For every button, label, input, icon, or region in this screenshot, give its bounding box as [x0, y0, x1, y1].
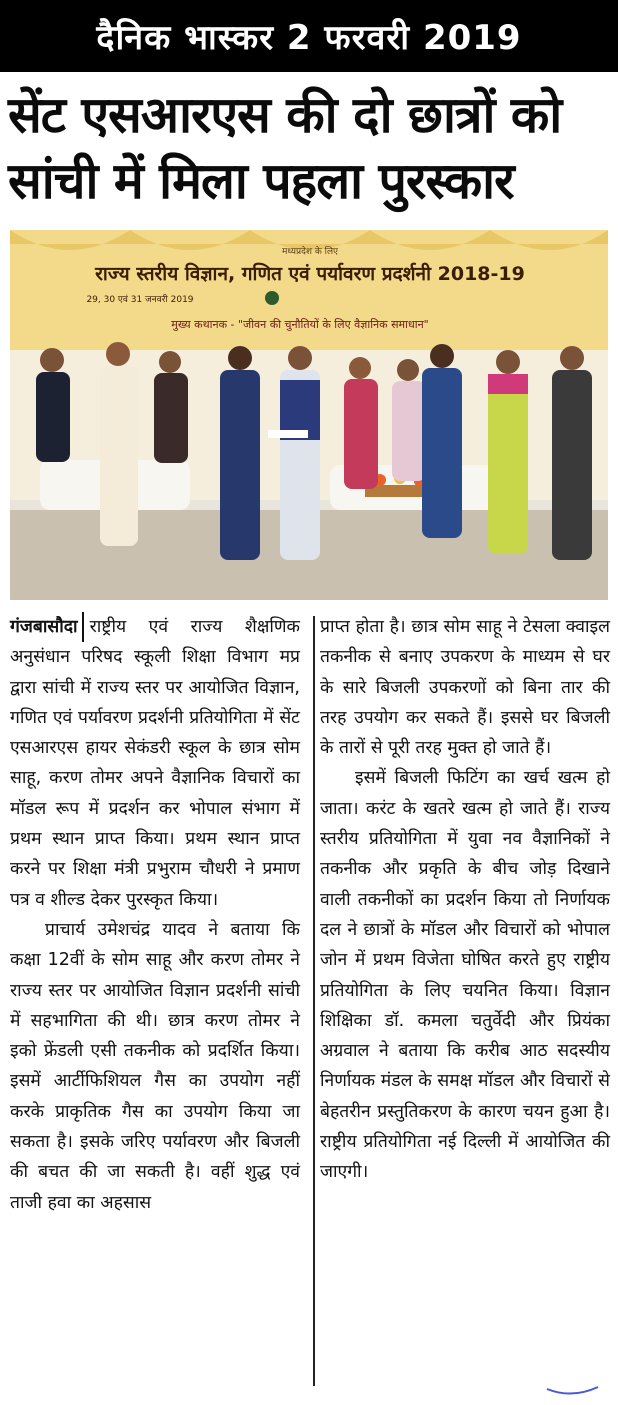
- dateline: गंजबासौदा: [10, 612, 84, 642]
- person-4: [220, 346, 260, 560]
- emblem-icon: [265, 291, 279, 305]
- headline: [8, 82, 612, 214]
- article-paragraph: इसमें बिजली फिटिंग का खर्च खत्म हो जाता। करंट के खतरे खत्म हो जाते हैं। राज्य स्तरीय प्रतियोगिता में युवा नव वैज्ञानिकों ने तकनीक और प्रकृति के बीच जोड़ दिखाने वाली तकनीकों का प्रदर्शन किया तो निर्णायक दल ने छात्रों के मॉडल और विचारों को भोपाल जोन में प्रथम विजेता घोषित करते हुए राष्ट्रीय प्रतियोगिता के लिए चयनित किया। विज्ञान शिक्षिका डॉ. कमला चतुर्वेदी और प्रियंका अग्रवाल ने बताया कि करीब आठ सदस्यीय निर्णायक मंडल के समक्ष मॉडल और विचारों से बेहतरीन प्रस्तुतिकरण के कारण चयन हुआ है। राष्ट्रीय प्रतियोगिता नई दिल्ली में आयोजित की जाएगी।: [320, 768, 610, 1183]
- article-column-left: [10, 612, 300, 1218]
- paragraph-text: राष्ट्रीय एवं राज्य शैक्षणिक अनुसंधान परिषद स्कूली शिक्षा विभाग मप्र द्वारा सांची में राज्य स्तर पर आयोजित विज्ञान, गणित एवं पर्यावरण प्रदर्शनी प्रतियोगिता में सेंट एसआरएस हायर सेकंडरी स्कूल के छात्र सोम साहू, करण तोमर अपने वैज्ञानिक विचारों का मॉडल रूप में प्रदर्शन कर भोपाल संभाग में प्रथम स्थान प्राप्त किया। प्रथम स्थान प्राप्त करने पर शिक्षा मंत्री प्रभुराम चौधरी ने प्रमाण पत्र व शील्ड देकर पुरस्कृत किया।: [10, 617, 300, 910]
- headline-line-2: सांची में मिला पहला पुरस्कार: [8, 152, 514, 210]
- person-5: [280, 346, 320, 560]
- certificate: [268, 430, 308, 438]
- masthead-text: दैनिक भास्कर 2 फरवरी 2019: [96, 18, 522, 58]
- award-ceremony-photo: [10, 230, 608, 600]
- person-9: [488, 350, 528, 554]
- corner-mark-icon: [545, 1385, 600, 1397]
- article-body: [10, 612, 608, 1402]
- article-paragraph: [10, 612, 300, 915]
- person-10: [552, 346, 592, 560]
- banner-title: राज्य स्तरीय विज्ञान, गणित एवं पर्यावरण प्रदर्शनी 2018-19: [95, 263, 525, 285]
- banner-theme: मुख्य कथानक - "जीवन की चुनौतियों के लिए वैज्ञानिक समाधान": [171, 318, 429, 331]
- masthead: [0, 0, 618, 72]
- banner-small-text: मध्यप्रदेश के लिए: [281, 247, 339, 257]
- banner-dates: 29, 30 एवं 31 जनवरी 2019: [86, 295, 194, 305]
- news-photo: [10, 230, 608, 600]
- headline-line-1: सेंट एसआरएस की दो छात्रों को: [8, 86, 562, 144]
- article-paragraph: प्राचार्य उमेशचंद्र यादव ने बताया कि कक्षा 12वीं के सोम साहू और करण तोमर ने राज्य स्तर पर आयोजित विज्ञान प्रदर्शनी सांची में सहभागिता की थी। छात्र करण तोमर ने इको फ्रेंडली एसी तकनीक को प्रदर्शित किया। इसमें आर्टीफिशियल गैस का उपयोग नहीं करके प्राकृतिक गैस का उपयोग किया जा सकता है। इसके जरिए पर्यावरण और बिजली की बचत की जा सकती है। वहीं शुद्ध एवं ताजी हवा का अहसास: [10, 919, 300, 1213]
- person-2: [100, 342, 138, 546]
- person-8: [422, 344, 462, 538]
- column-divider: [313, 616, 315, 1386]
- article-paragraph: प्राप्त होता है। छात्र सोम साहू ने टेसला क्वाइल तकनीक से बनाए उपकरण के माध्यम से घर के सारे बिजली उपकरणों को बिना तार की तरह उपयोग कर सकते हैं। इससे घर बिजली के तारों से पूरी तरह मुक्त हो जाते हैं।: [320, 617, 610, 759]
- article-column-right: [320, 612, 610, 1188]
